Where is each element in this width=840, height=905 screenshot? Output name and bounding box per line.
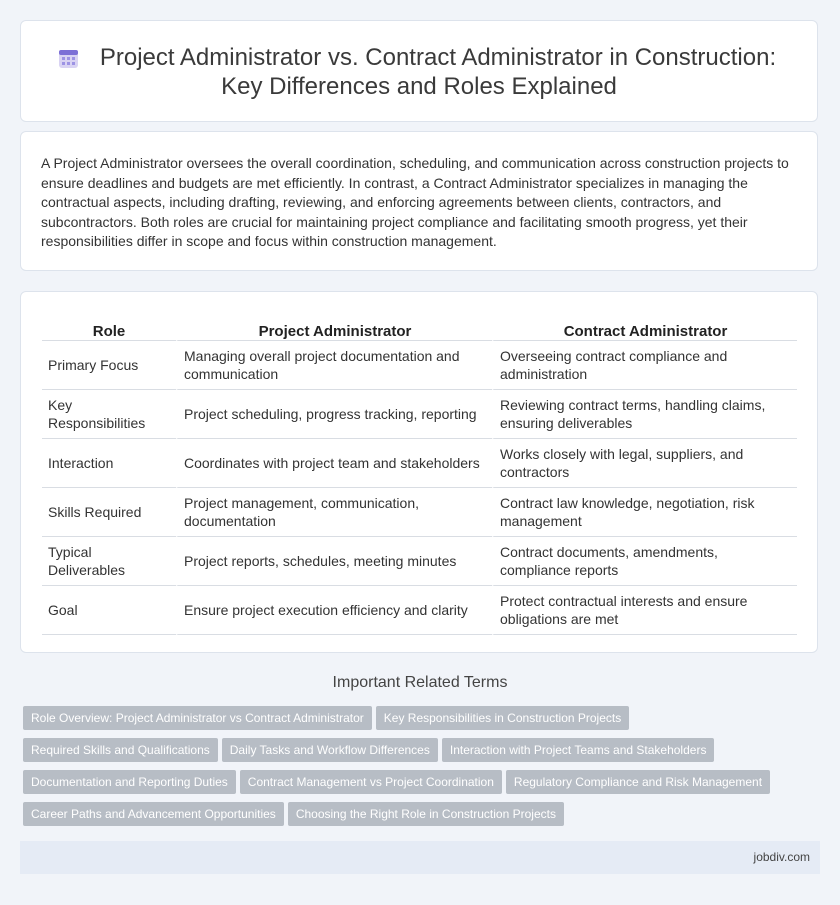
tag-row (23, 738, 823, 770)
table-header-row (42, 313, 797, 341)
table-cell: Project management, communication, documentation (176, 488, 492, 537)
related-term-tag[interactable]: Documentation and Reporting Duties (23, 770, 236, 794)
footer (20, 841, 820, 874)
tag-row (23, 770, 823, 802)
table-cell: Ensure project execution efficiency and clarity (176, 586, 492, 635)
page-title-line2: Key Differences and Roles Explained (221, 73, 617, 100)
table-cell: Contract law knowledge, negotiation, risk management (492, 488, 797, 537)
table-cell: Project reports, schedules, meeting minutes (176, 537, 492, 586)
table-cell: Typical Deliverables (42, 537, 176, 586)
intro-paragraph: A Project Administrator oversees the overall coordination, scheduling, and communication across construction projects to ensure deadlines and budgets are met efficiently. In contrast, a Contract Administrator specializes in managing the contractual aspects, including drafting, reviewing, and enforcing agreements between clients, contractors, and subcontractors. Both roles are crucial for maintaining project compliance and facilitating smooth progress, yet their responsibilities differ in scope and focus within construction management. (41, 155, 789, 250)
table-cell: Reviewing contract terms, handling claims, ensuring deliverables (492, 390, 797, 439)
related-terms-heading: Important Related Terms (332, 674, 508, 691)
table-cell: Goal (42, 586, 176, 635)
table-row (42, 390, 797, 439)
related-terms-list (23, 706, 823, 834)
table-cell: Coordinates with project team and stakeholders (176, 439, 492, 488)
table-cell: Skills Required (42, 488, 176, 537)
table-cell: Primary Focus (42, 341, 176, 390)
table-cell: Key Responsibilities (42, 390, 176, 439)
table-row (42, 439, 797, 488)
table-cell: Overseeing contract compliance and administration (492, 341, 797, 390)
related-term-tag[interactable]: Choosing the Right Role in Construction Projects (288, 802, 564, 826)
tag-row (23, 802, 823, 834)
related-term-tag[interactable]: Contract Management vs Project Coordination (240, 770, 502, 794)
table-row (42, 341, 797, 390)
table-cell: Managing overall project documentation and communication (176, 341, 492, 390)
related-term-tag[interactable]: Required Skills and Qualifications (23, 738, 218, 762)
header-card (20, 20, 818, 122)
footer-site-link[interactable]: jobdiv.com (753, 850, 810, 864)
column-header: Role (42, 313, 176, 341)
page-title-line1: Project Administrator vs. Contract Administrator in Construction: (99, 44, 777, 71)
tag-row (23, 706, 823, 738)
comparison-table (42, 313, 797, 635)
related-term-tag[interactable]: Daily Tasks and Workflow Differences (222, 738, 438, 762)
table-cell: Project scheduling, progress tracking, reporting (176, 390, 492, 439)
related-term-tag[interactable]: Career Paths and Advancement Opportunities (23, 802, 284, 826)
intro-card (20, 131, 818, 271)
table-cell: Interaction (42, 439, 176, 488)
table-cell: Protect contractual interests and ensure obligations are met (492, 586, 797, 635)
page-title (21, 43, 817, 101)
related-term-tag[interactable]: Key Responsibilities in Construction Projects (376, 706, 629, 730)
table-cell: Contract documents, amendments, compliance reports (492, 537, 797, 586)
table-cell: Works closely with legal, suppliers, and contractors (492, 439, 797, 488)
table-row (42, 488, 797, 537)
related-term-tag[interactable]: Role Overview: Project Administrator vs Contract Administrator (23, 706, 372, 730)
table-row (42, 586, 797, 635)
table-row (42, 537, 797, 586)
column-header: Contract Administrator (492, 313, 797, 341)
comparison-card (20, 291, 818, 653)
related-term-tag[interactable]: Interaction with Project Teams and Stakeholders (442, 738, 715, 762)
related-term-tag[interactable]: Regulatory Compliance and Risk Management (506, 770, 770, 794)
column-header: Project Administrator (176, 313, 492, 341)
